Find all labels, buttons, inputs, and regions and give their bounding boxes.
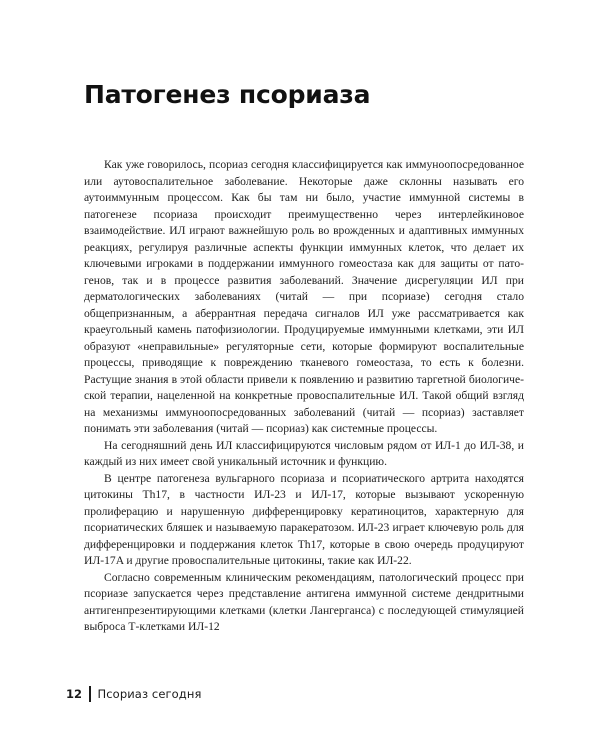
paragraph-4: Согласно современным клиническим рекомендациям, патологический процесс при псориазе запускается через представление антигена иммунной системе дендритными антигенпрезентирующими клетками (клетки Лангерганса) с последующей стимуляцией выброса Т-клетками ИЛ-12 — [84, 570, 524, 633]
paragraph-3: В центре патогенеза вульгарного псориаза и псориатического артрита находятся цитокины Th17, в частности ИЛ-23 и ИЛ-17, которые вызывают ускоренную пролиферацию и нарушенную дифференцировку кератиноцитов, характерную для псориатических бляшек и называемую паракератозом. ИЛ-23 играет ключевую роль для дифференцировки и поддержания клеток Th17, которые в свою очередь продуцируют ИЛ-17A и другие провоспалительные цитокины, такие как ИЛ-22. — [84, 471, 524, 567]
paragraph-1: Как уже говорилось, псориаз сегодня классифицируется как иммуноопосредованное или аутовоспалительное заболевание. Некоторые даже склонны называть его аутоиммунным процессом. Как бы там ни было, участие иммунной системы в патогенезе псориаза происходит преимущественно через интерлейкиновое взаимодействие. ИЛ играют важнейшую роль во врожденных и адаптивных иммунных реакциях, регулируя различные аспекты функции иммунных клеток, что делает их ключевыми игроками в поддержании иммунного гомеостаза как для защиты от патогенов, так и в процессе развития заболеваний. Значение дисрегуляции ИЛ при дерматологических заболеваниях (читай — при псориазе) сегодня стало общепризнанным, а аберрантная передача сигналов ИЛ уже рассматривается как краеугольный камень патофизиологии. Продуцируемые иммунными клетками, эти ИЛ образуют «неправильные» регуляторные сети, которые формируют воспалительные процессы, приводящие к повреждению тканевого гомеостаза, то есть к болезни. Растущие знания в этой области привели к появлению и развитию таргетной биологической терапии, нацеленной на конкретные провоспалительные ИЛ. Такой общий взгляд на механизмы иммуноопосредованных заболеваний (читай — псориаз) заставляет понимать эти заболевания (читай — псориаз) как системные процессы. — [84, 158, 524, 435]
body-text — [84, 157, 524, 636]
page-number: 12 — [66, 687, 83, 701]
chapter-title: Патогенез псориаза — [84, 80, 371, 109]
running-title: Псориаз сегодня — [97, 687, 202, 701]
footer-divider — [89, 686, 91, 702]
page-footer — [66, 686, 201, 702]
paragraph-2: На сегодняшний день ИЛ классифицируются числовым рядом от ИЛ-1 до ИЛ-38, и каждый из них имеет свой уникальный источник и функцию. — [84, 438, 524, 468]
